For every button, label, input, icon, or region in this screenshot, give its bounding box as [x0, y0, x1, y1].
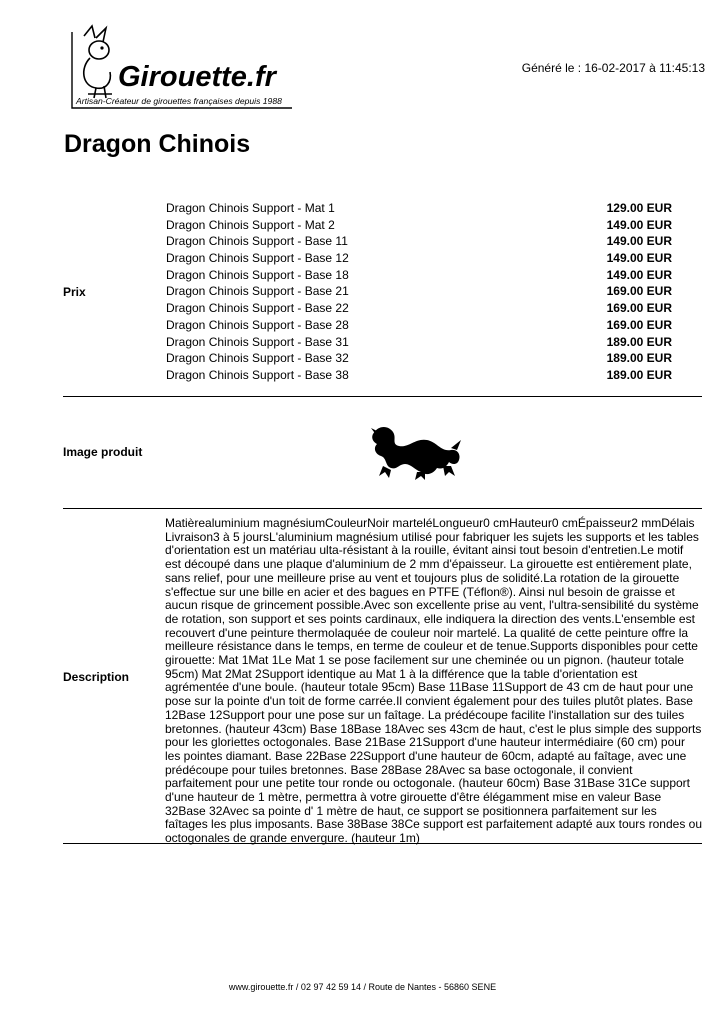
- footer: www.girouette.fr / 02 97 42 59 14 / Route de Nantes - 56860 SENE: [228, 982, 497, 992]
- divider: [63, 508, 702, 509]
- image-label: Image produit: [63, 445, 143, 459]
- price-row: [166, 233, 686, 250]
- price-item-name: Dragon Chinois Support - Base 22: [166, 301, 349, 316]
- price-item-value: 169.00 EUR: [606, 317, 672, 332]
- logo-text: Girouette.fr: [118, 61, 276, 93]
- price-item-value: 169.00 EUR: [606, 284, 672, 299]
- description-text: Matièrealuminium magnésiumCouleurNoir martelé​Longueur0 cmHauteur0 cmÉpaisseur2 mmDélais Livraison3 à 5 joursL'aluminium magnésium utilisé pour fabriquer les sujets les supports et les tables d'orientation est un matériau ulta-résistant à la rouille, évitant ainsi tout besoin d'entretien.Le motif est découpé dans une plaque d'aluminium de 2 mm d'épaisseur. La girouette est entièrement plate, sans relief, pour une meilleure prise au vent et toujours plus de solidité.La rotation de la girouette s'effectue sur une bille en acier et des bagues en PTFE (Téflon®). Ainsi nul besoin de graisse et aucun risque de grincement possible.Avec son excellente prise au vent, l'ultra-sensibilité du système de rotation, son support et ses points cardinaux, elle indiquera la direction des vents.L'ensemble est recouvert d'une peinture thermolaquée de couleur noir martelé. La qualité de cette peinture offre la meilleure résistance dans le temps, en terme de couleur et de tenue.Supports disponibles pour cette girouette: Mat 1Mat 1Le Mat 1 se pose facilement sur une cheminée ou un pignon. (hauteur totale 95cm) Mat 2Mat 2Support identique au Mat 1 à la différence que la table d'orientation est agrémentée d'une boule. (hauteur totale 95cm) Base 11Base 11Support de 43 cm de haut pour une pose sur la pointe d'un toit de forme carrée.Il convient également pour des tuiles plutôt plates. Base 12Base 12Support pour une pose sur un faîtage. La prédécoupe facilite l'installation sur des tuiles bretonnes. (hauteur 43cm) Base 18Base 18Avec ses 43cm de haut, c'est le plus simple des supports pour les gloriettes octogonales. Base 21Base 21Support d'une hauteur intermédiaire (60 cm) pour les pointes diamant. Base 22Base 22Support d'une hauteur de 60cm, adapté au faîtage, avec une prédécoupe pour tuiles bretonnes. Base 28Base 28Avec sa base octogonale, il convient parfaitement pour une petite tour ronde ou octogonale. (hauteur 60cm) Base 31Base 31Ce support d'une hauteur de 1 mètre, permettra à votre girouette d'être élégamment mise en valeur Base 32Base 32Avec sa pointe d' 1 mètre de haut, ce support se positionnera parfaitement sur les faîtages les plus imposants. Base 38Base 38Ce support est parfaitement adapté aux tours rondes ou octogonales de grande envergure. (hauteur 1m): [165, 516, 702, 846]
- price-item-value: 189.00 EUR: [606, 351, 672, 366]
- price-item-value: 189.00 EUR: [606, 367, 672, 382]
- page-title: Dragon Chinois: [64, 130, 251, 158]
- description-label: Description: [63, 670, 130, 684]
- product-image: [371, 422, 463, 482]
- mascot-icon: [84, 26, 112, 98]
- price-row: [166, 367, 686, 384]
- price-item-value: 189.00 EUR: [606, 334, 672, 349]
- price-item-name: Dragon Chinois Support - Base 32: [166, 351, 349, 366]
- price-table: [166, 200, 686, 384]
- price-item-value: 149.00 EUR: [606, 234, 672, 249]
- price-item-name: Dragon Chinois Support - Base 28: [166, 317, 349, 332]
- price-item-name: Dragon Chinois Support - Mat 2: [166, 217, 335, 232]
- dragon-icon: [371, 422, 463, 482]
- price-item-value: 149.00 EUR: [606, 251, 672, 266]
- price-item-name: Dragon Chinois Support - Base 38: [166, 367, 349, 382]
- logo-tagline: Artisan-Créateur de girouettes françaises depuis 1988: [76, 96, 282, 106]
- price-item-value: 169.00 EUR: [606, 301, 672, 316]
- price-item-value: 129.00 EUR: [606, 201, 672, 215]
- price-item-value: 149.00 EUR: [606, 217, 672, 232]
- price-row: [166, 250, 686, 267]
- price-row: [166, 317, 686, 334]
- price-row: [166, 200, 686, 217]
- price-item-name: Dragon Chinois Support - Base 18: [166, 267, 349, 282]
- price-item-name: Dragon Chinois Support - Base 21: [166, 284, 349, 299]
- site-logo: [66, 24, 302, 114]
- price-row: [166, 350, 686, 367]
- price-item-name: Dragon Chinois Support - Mat 1: [166, 201, 335, 215]
- price-row: [166, 283, 686, 300]
- price-row: [166, 267, 686, 284]
- generated-timestamp: Généré le : 16-02-2017 à 11:45:13: [521, 61, 705, 75]
- price-row: [166, 334, 686, 351]
- price-item-name: Dragon Chinois Support - Base 12: [166, 251, 349, 266]
- divider: [63, 843, 702, 844]
- price-item-name: Dragon Chinois Support - Base 11: [166, 234, 348, 249]
- price-row: [166, 217, 686, 234]
- price-item-name: Dragon Chinois Support - Base 31: [166, 334, 349, 349]
- divider: [63, 396, 702, 397]
- price-row: [166, 300, 686, 317]
- prices-label: Prix: [63, 285, 86, 299]
- price-item-value: 149.00 EUR: [606, 267, 672, 282]
